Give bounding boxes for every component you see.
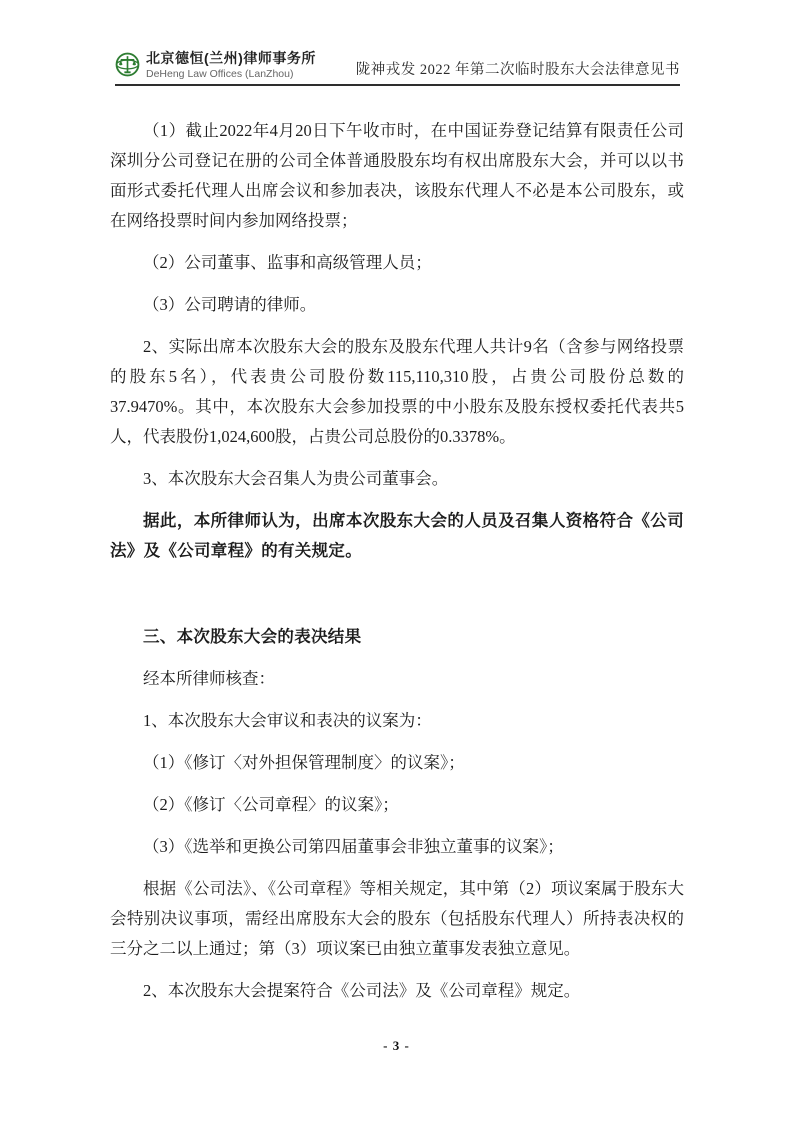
section-heading-voting-results: 三、本次股东大会的表决结果 — [143, 628, 362, 646]
page-number: - 3 - — [383, 1038, 410, 1053]
firm-name-chinese: 北京德恒(兰州)律师事务所 — [146, 50, 316, 66]
paragraph-verification-lead: 经本所律师核查： — [143, 669, 275, 688]
paragraph-proposal-1: （1）《修订〈对外担保管理制度〉的议案》； — [143, 753, 465, 772]
law-firm-letterhead — [115, 50, 316, 80]
document-title: 陇神戎发 2022 年第二次临时股东大会法律意见书 — [355, 62, 680, 79]
paragraph-proposal-2: （2）《修订〈公司章程〉的议案》； — [143, 795, 399, 814]
paragraph-lawyer-conclusion: 据此，本所律师认为，出席本次股东大会的人员及召集人资格符合《公司法》及《公司章程》的有关规定。 — [110, 512, 684, 560]
paragraph-special-resolution-note: 根据《公司法》、《公司章程》等相关规定，其中第（2）项议案属于股东大会特别决议事项，需经出席股东大会的股东（包括股东代理人）所持表决权的三分之二以上通过；第（3）项议案已由独立董事发表独立意见。 — [110, 879, 684, 958]
paragraph-proposal-3: （3）《选举和更换公司第四届董事会非独立董事的议案》； — [143, 837, 564, 856]
header-divider-line — [115, 84, 680, 86]
paragraph-convener: 3、本次股东大会召集人为贵公司董事会。 — [143, 469, 449, 488]
paragraph-proposals-lead: 1、本次股东大会审议和表决的议案为： — [143, 711, 432, 730]
firm-name-english: DeHeng Law Offices (LanZhou) — [146, 68, 294, 81]
page-header — [115, 50, 680, 80]
paragraph-attendee-item-1: （1）截止2022年4月20日下午收市时，在中国证券登记结算有限责任公司深圳分公司登记在册的公司全体普通股股东均有权出席股东大会，并可以以书面形式委托代理人出席会议和参加表决，该股东代理人不必是本公司股东，或在网络投票时间内参加网络投票； — [110, 121, 684, 230]
paragraph-attendee-item-3: （3）公司聘请的律师。 — [143, 295, 317, 314]
paragraph-attendance-stats: 2、实际出席本次股东大会的股东及股东代理人共计9名（含参与网络投票的股东5名），代表贵公司股份数115,110,310股，占贵公司股份总数的37.9470%。其中，本次股东大会参加投票的中小股东及股东授权委托代表共5人，代表股份1,024,600股，占贵公司总股份的0.3378%。 — [110, 337, 684, 446]
paragraph-proposal-compliance: 2、本次股东大会提案符合《公司法》及《公司章程》规定。 — [143, 981, 581, 1000]
paragraph-attendee-item-2: （2）公司董事、监事和高级管理人员； — [143, 253, 432, 272]
deheng-scales-logo-icon — [115, 52, 140, 77]
document-body — [110, 116, 684, 1018]
